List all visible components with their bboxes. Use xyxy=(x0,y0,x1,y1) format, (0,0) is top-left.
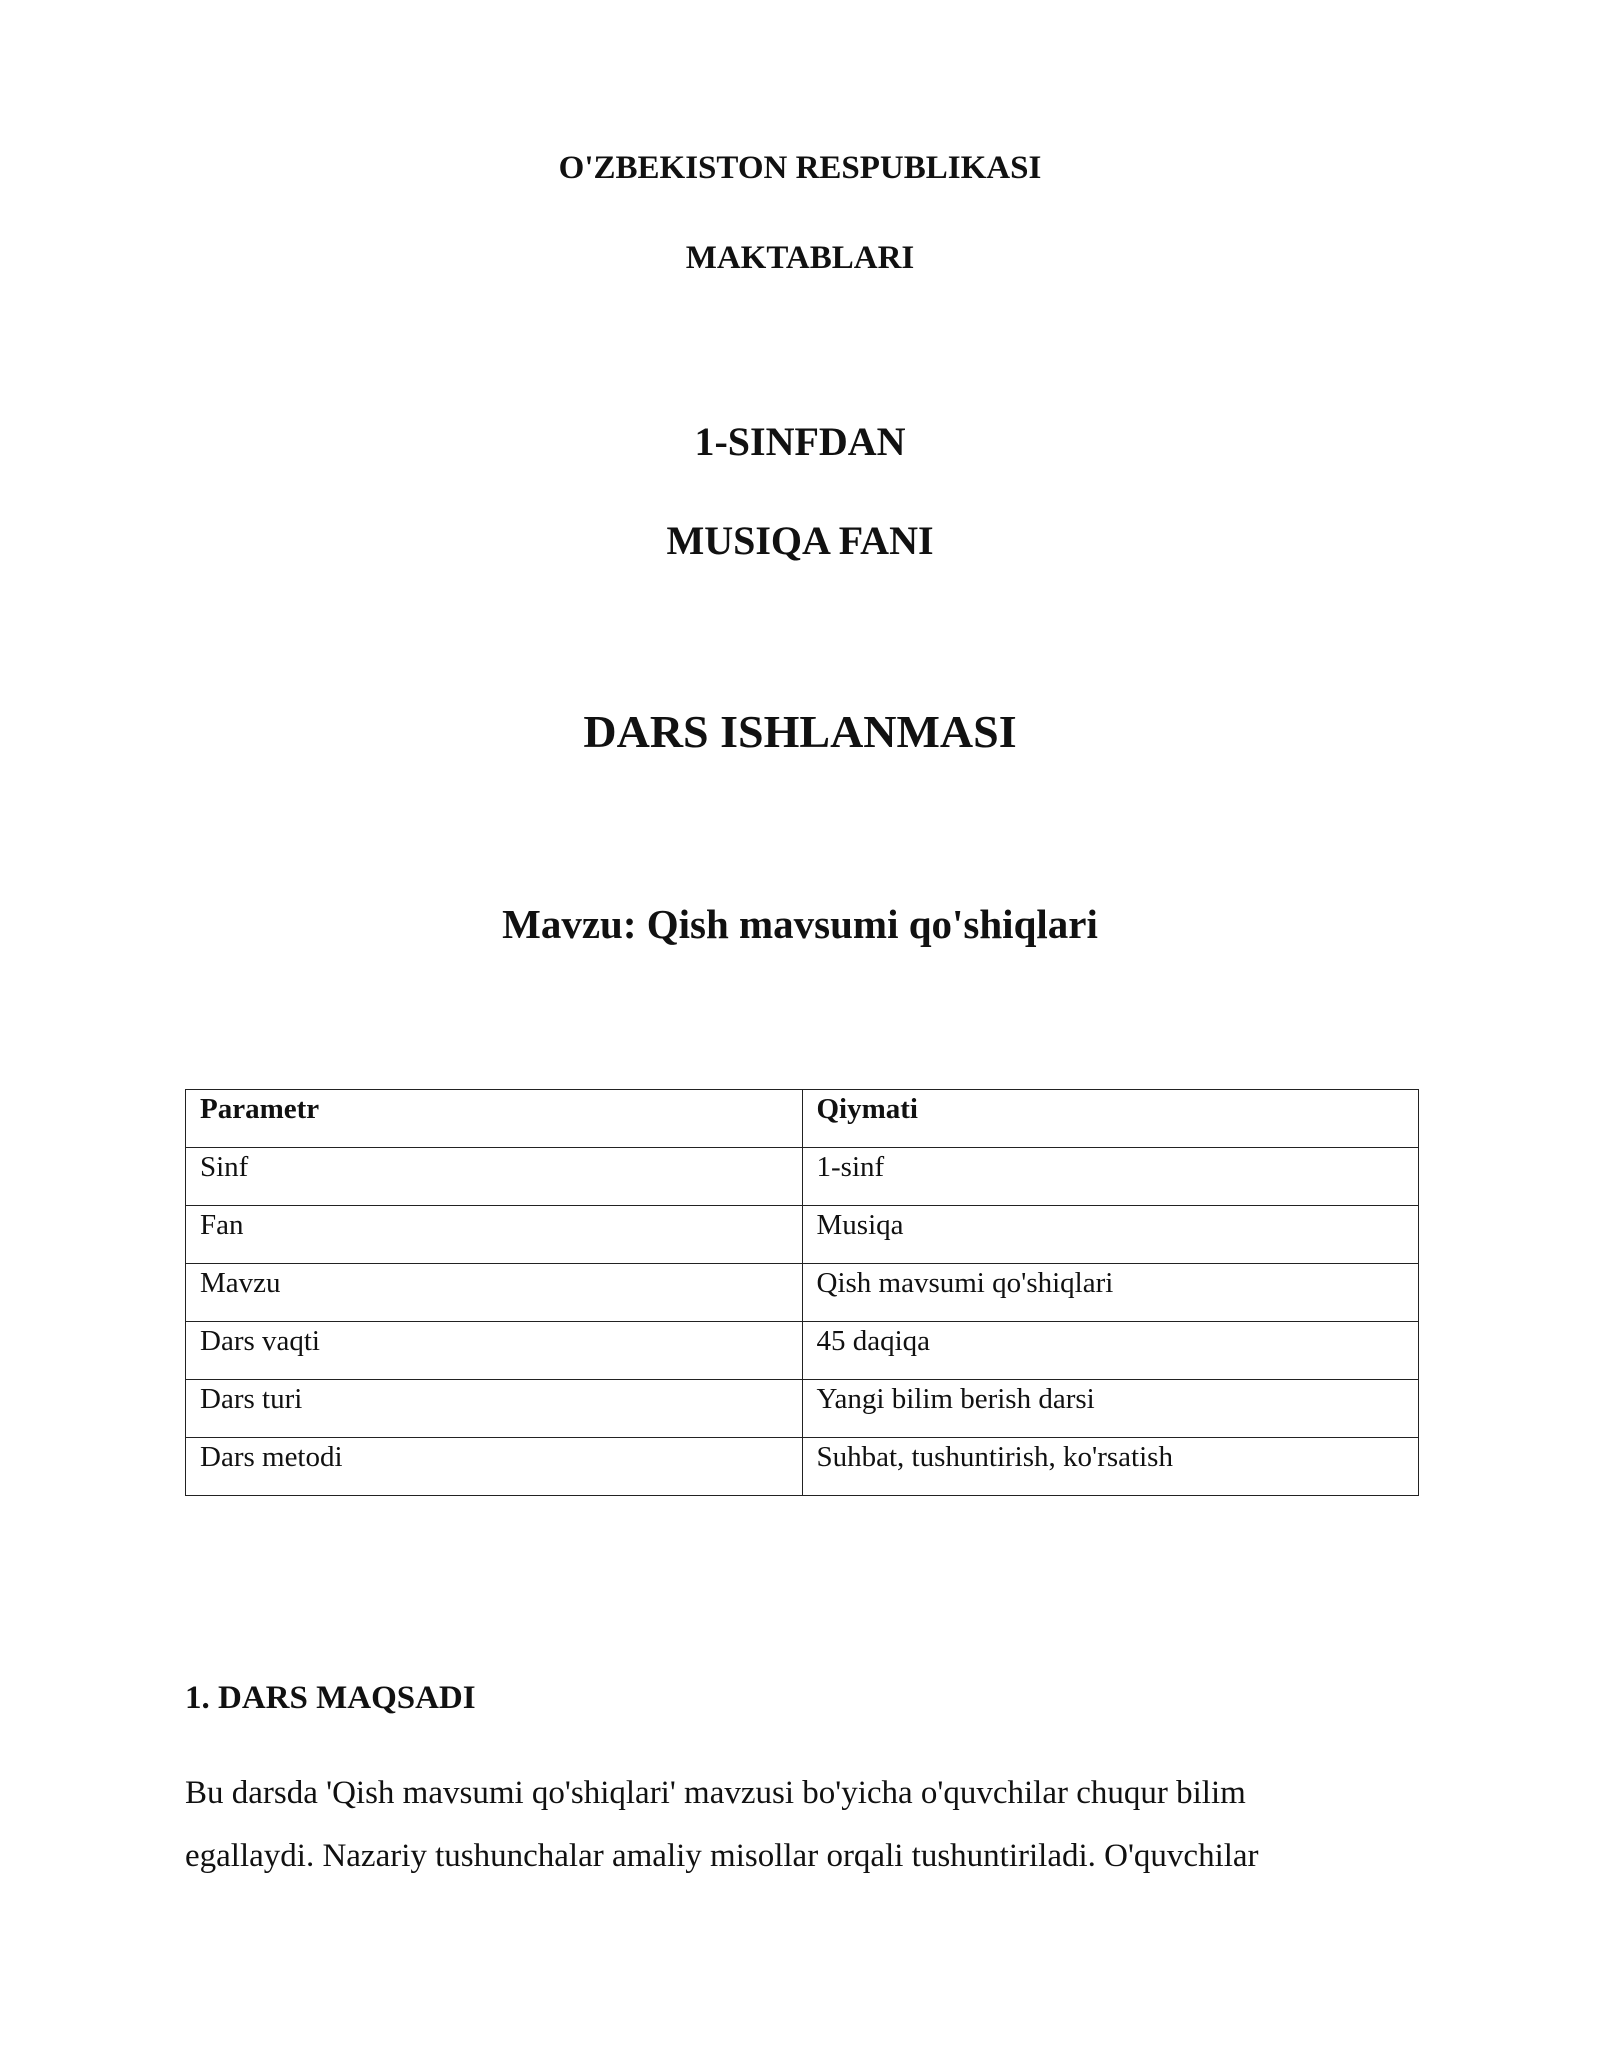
table-row xyxy=(186,1148,1419,1206)
table-cell-value: Suhbat, tushuntirish, ko'rsatish xyxy=(802,1438,1419,1496)
header-grade: 1-SINFDAN xyxy=(694,419,906,464)
table-row xyxy=(186,1264,1419,1322)
lesson-info-table xyxy=(185,1089,1419,1496)
table-cell-parameter: Mavzu xyxy=(186,1264,803,1322)
table-row xyxy=(186,1322,1419,1380)
table-cell-parameter: Sinf xyxy=(186,1148,803,1206)
header-schools: MAKTABLARI xyxy=(685,240,915,276)
table-row xyxy=(186,1206,1419,1264)
header-country: O'ZBEKISTON RESPUBLIKASI xyxy=(558,150,1042,186)
table-cell-parameter: Dars metodi xyxy=(186,1438,803,1496)
table-cell-parameter: Dars turi xyxy=(186,1380,803,1438)
column-header-parameter: Parametr xyxy=(186,1090,803,1148)
table-header-row xyxy=(186,1090,1419,1148)
table-cell-parameter: Dars vaqti xyxy=(186,1322,803,1380)
table-row xyxy=(186,1438,1419,1496)
table-row xyxy=(186,1380,1419,1438)
paragraph-line: egallaydi. Nazariy tushunchalar amaliy misollar orqali tushuntiriladi. O'quvchilar xyxy=(185,1838,1259,1874)
section-heading-lesson-goal: 1. DARS MAQSADI xyxy=(185,1680,476,1716)
header-subject: MUSIQA FANI xyxy=(666,518,934,563)
column-header-value: Qiymati xyxy=(802,1090,1419,1148)
lesson-goal-paragraph xyxy=(185,1762,1425,1888)
document-title: DARS ISHLANMASI xyxy=(583,706,1017,757)
table-cell-value: Musiqa xyxy=(802,1206,1419,1264)
table-cell-value: Yangi bilim berish darsi xyxy=(802,1380,1419,1438)
paragraph-line: Bu darsda 'Qish mavsumi qo'shiqlari' mavzusi bo'yicha o'quvchilar chuqur bilim xyxy=(185,1775,1246,1811)
table-cell-value: 45 daqiqa xyxy=(802,1322,1419,1380)
table-cell-value: Qish mavsumi qo'shiqlari xyxy=(802,1264,1419,1322)
lesson-topic: Mavzu: Qish mavsumi qo'shiqlari xyxy=(502,901,1098,947)
table-cell-parameter: Fan xyxy=(186,1206,803,1264)
table-cell-value: 1-sinf xyxy=(802,1148,1419,1206)
